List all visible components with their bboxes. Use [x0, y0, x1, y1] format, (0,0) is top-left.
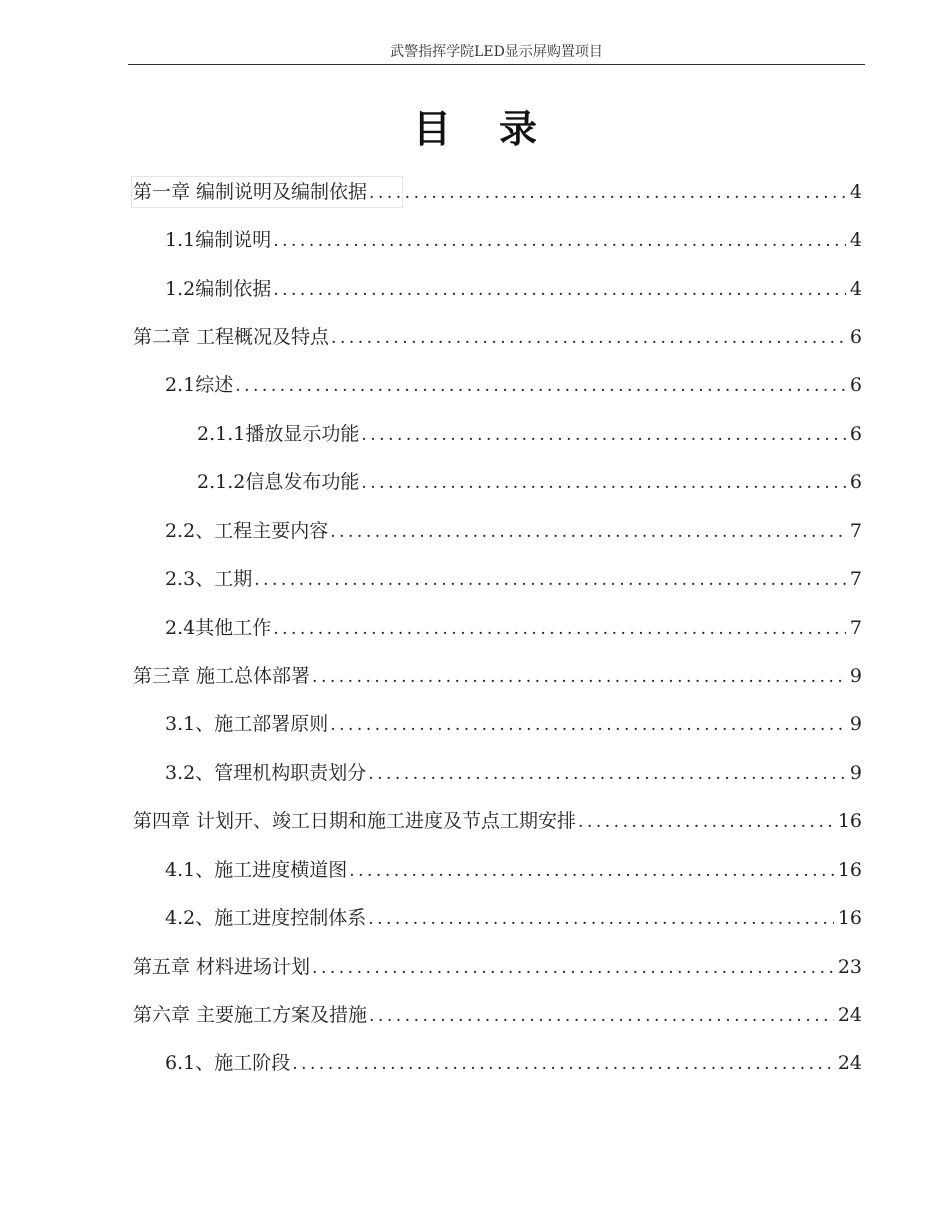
- toc-entry-label: 第六章 主要施工方案及措施: [133, 1004, 368, 1026]
- toc-leader-dots: [273, 226, 846, 256]
- toc-entry-chapter-4[interactable]: [133, 806, 862, 836]
- toc-entry-3-1[interactable]: [165, 709, 862, 739]
- toc-entry-label: 2.3、工期: [165, 568, 253, 590]
- toc-entry-page: 4: [849, 278, 862, 300]
- toc-entry-chapter-2[interactable]: [133, 322, 862, 352]
- toc-entry-page: 23: [837, 956, 862, 978]
- toc-entry-page: 24: [837, 1004, 862, 1026]
- toc-entry-2-2[interactable]: [165, 516, 862, 546]
- toc-entry-6-1[interactable]: [165, 1048, 862, 1078]
- toc-entry-4-1[interactable]: [165, 855, 862, 885]
- toc-title: 目录: [412, 106, 585, 151]
- toc-entry-1-2[interactable]: [165, 274, 862, 304]
- toc-entry-page: 9: [849, 713, 862, 735]
- toc-entry-label: 2.2、工程主要内容: [165, 520, 329, 542]
- toc-entry-label: 2.1综述: [165, 374, 234, 396]
- header-title: 武警指挥学院LED显示屏购置项目: [390, 44, 603, 60]
- toc-entry-label: 2.4其他工作: [165, 617, 272, 639]
- toc-entry-page: 7: [849, 617, 862, 639]
- toc-leader-dots: [235, 371, 846, 401]
- toc-leader-dots: [578, 807, 834, 837]
- toc-entry-page: 6: [849, 326, 862, 348]
- toc-entry-chapter-6[interactable]: [133, 1000, 862, 1030]
- toc-entry-label: 6.1、施工阶段: [165, 1052, 291, 1074]
- toc-entry-label: 4.2、施工进度控制体系: [165, 907, 367, 929]
- toc-leader-dots: [368, 904, 834, 934]
- toc-entry-page: 6: [849, 423, 862, 445]
- toc-entry-label: 3.2、管理机构职责划分: [165, 762, 367, 784]
- toc-entry-page: 16: [837, 810, 862, 832]
- toc-entry-page: 4: [849, 181, 862, 203]
- toc-entry-label: 2.1.2信息发布功能: [197, 471, 360, 493]
- toc-entry-label: 4.1、施工进度横道图: [165, 859, 348, 881]
- toc-entry-label: 第三章 施工总体部署: [133, 665, 311, 687]
- toc-leader-dots: [349, 856, 834, 886]
- toc-entry-page: 9: [849, 762, 862, 784]
- toc-leader-dots: [273, 614, 846, 644]
- toc-leader-dots: [361, 468, 846, 498]
- toc-entry-2-1[interactable]: [165, 370, 862, 400]
- toc-entry-chapter-5[interactable]: [133, 952, 862, 982]
- toc-entry-label: 第一章 编制说明及编制依据: [133, 181, 368, 203]
- toc-entry-2-3[interactable]: [165, 564, 862, 594]
- toc-entry-page: 16: [837, 859, 862, 881]
- toc-entry-label: 第四章 计划开、竣工日期和施工进度及节点工期安排: [133, 810, 577, 832]
- toc-entry-2-4[interactable]: [165, 613, 862, 643]
- toc-leader-dots: [368, 759, 846, 789]
- toc-entry-page: 16: [837, 907, 862, 929]
- toc-leader-dots: [361, 420, 846, 450]
- toc-entry-label: 2.1.1播放显示功能: [197, 423, 360, 445]
- toc-entry-page: 7: [849, 568, 862, 590]
- toc-entry-chapter-1[interactable]: [133, 177, 862, 207]
- toc-entry-label: 1.2编制依据: [165, 278, 272, 300]
- toc-leader-dots: [312, 953, 834, 983]
- toc-leader-dots: [330, 710, 846, 740]
- toc-entry-page: 6: [849, 471, 862, 493]
- toc-entry-2-1-1[interactable]: [197, 419, 862, 449]
- toc-entry-page: 4: [849, 229, 862, 251]
- toc-entry-chapter-3[interactable]: [133, 661, 862, 691]
- toc-leader-dots: [254, 565, 846, 595]
- toc-leader-dots: [292, 1049, 834, 1079]
- toc-entry-label: 3.1、施工部署原则: [165, 713, 329, 735]
- toc-entry-page: 7: [849, 520, 862, 542]
- toc-leader-dots: [369, 1001, 834, 1031]
- toc-leader-dots: [369, 178, 846, 208]
- toc-entry-page: 24: [837, 1052, 862, 1074]
- toc-leader-dots: [331, 323, 846, 353]
- toc-entry-3-2[interactable]: [165, 758, 862, 788]
- toc-entry-label: 第二章 工程概况及特点: [133, 326, 330, 348]
- toc-leader-dots: [273, 275, 846, 305]
- toc-entry-1-1[interactable]: [165, 225, 862, 255]
- toc-entry-2-1-2[interactable]: [197, 467, 862, 497]
- toc-entry-page: 6: [849, 374, 862, 396]
- toc-entry-label: 第五章 材料进场计划: [133, 956, 311, 978]
- toc-entry-page: 9: [849, 665, 862, 687]
- toc-leader-dots: [330, 517, 846, 547]
- toc-leader-dots: [312, 662, 846, 692]
- toc-entry-label: 1.1编制说明: [165, 229, 272, 251]
- toc-entry-4-2[interactable]: [165, 903, 862, 933]
